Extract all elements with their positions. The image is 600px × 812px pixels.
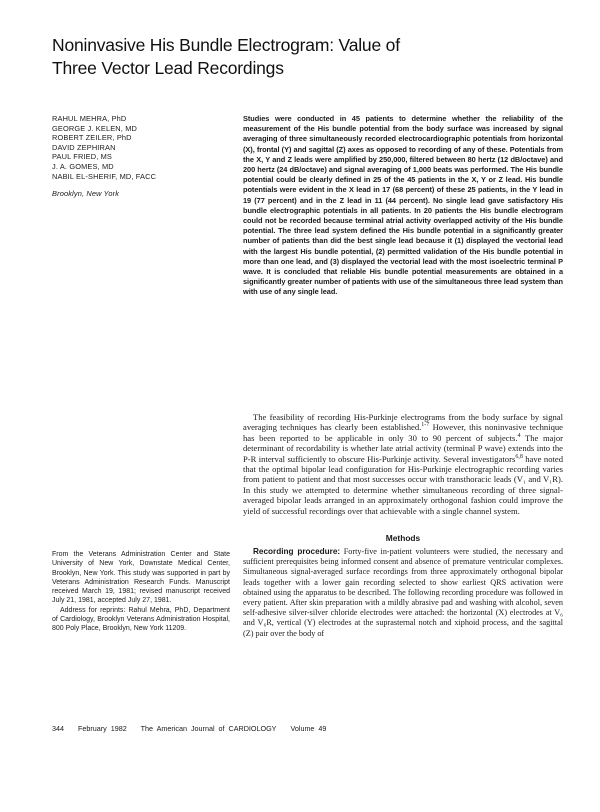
page-footer xyxy=(52,724,562,733)
author-name: DAVID ZEPHIRAN xyxy=(52,142,116,152)
methods-paragraph xyxy=(243,547,563,639)
intro-text: The major determinant of recordability is whether late atrial activity (terminal P wave) extends into the P-R interval sufficiently to obscure His-Purkinje activity. Several investigators xyxy=(243,432,563,464)
reference-marker: 1-7 xyxy=(421,422,430,429)
author-name: ROBERT ZEILER, PhD xyxy=(52,133,132,143)
intro-text: have noted that the optimal bipolar lead configuration for His-Purkinje electrographic recording varies from patient to patient and that most successes occur with transthoracic leads (V₁ and V₁R). In this study we attempted to determine whether simultaneous recording of three signal-averaged bipolar leads arranged in an approximately orthogonal fashion could improve the yield of successful recordings over that achievable with a single channel system. xyxy=(243,453,563,516)
intro-paragraph xyxy=(243,412,563,516)
methods-heading: Methods xyxy=(385,533,421,543)
footnote-address: Address for reprints: Rahul Mehra, PhD, Department of Cardiology, Brooklyn Veterans Administration Hospital, 800 Poly Place, Brooklyn, New York 11209. xyxy=(52,606,230,633)
methods-lead: Recording procedure: xyxy=(253,547,341,556)
intro-text: The feasibility of recording His-Purkinje electrograms from the body surface by signal averaging techniques has clearly been established. xyxy=(243,412,563,433)
author-name: J. A. GOMES, MD xyxy=(52,161,114,171)
author-name: RAHUL MEHRA, PhD xyxy=(52,114,127,123)
methods-text: Forty-five in-patient volunteers were studied, the necessary and sufficient prerequisites being informed consent and absence of premature ventricular complexes. Simultaneous signal-averaged surface recordings from three approximately orthogonal bipolar leads together with a lower gain recording selected to show earliest QRS activation were obtained using the apparatus to be described. The following recording procedure was followed in every patient. After skin preparation with a mildly abrasive pad and washing with alcohol, seven self-adhesive silver-silver chloride electrodes were attached: the horizontal (X) electrodes at V₆ and V₆R, vertical (Y) electrodes at the suprasternal notch and xiphoid process, and the sagittal (Z) pair over the body of xyxy=(243,547,563,638)
issue-date: February 1982 xyxy=(78,724,127,733)
footnote xyxy=(52,550,230,634)
journal-name: The American Journal of CARDIOLOGY xyxy=(140,724,277,733)
intro-text: However, this noninvasive technique has been reported to be applicable in only 30 to 90 percent of subjects. xyxy=(243,422,563,443)
title-line-1: Noninvasive His Bundle Electrogram: Value of xyxy=(52,35,400,55)
title-line-2: Three Vector Lead Recordings xyxy=(52,58,284,78)
author-location: Brooklyn, New York xyxy=(52,189,120,199)
author-name: GEORGE J. KELEN, MD xyxy=(52,123,137,133)
author-list xyxy=(52,114,232,199)
reference-marker: 4 xyxy=(517,432,521,439)
author-name: NABIL EL-SHERIF, MD, FACC xyxy=(52,171,157,181)
footnote-affiliation: From the Veterans Administration Center and State University of New York, Downstate Medical Center, Brooklyn, New York. This study was supported in part by Veterans Administration Research Funds. Manuscript received March 19, 1981; revised manuscript received July 21, 1981, accepted July 27, 1981. xyxy=(52,551,230,605)
volume: Volume 49 xyxy=(290,724,327,733)
abstract: Studies were conducted in 45 patients to determine whether the reliability of the measurement of the His bundle potential from the body surface was increased by signal averaging of three simultaneously recorded electrocardiographic potentials from horizontal (X), frontal (Y) and sagittal (Z) axes as opposed to recording of any of these. Potentials from the X, Y and Z leads were amplified by 250,000, filtered between 80 hertz (12 dB/octave) and 200 hertz (24 dB/octave) and signal averaging of 1,000 beats was performed. The His bundle potential could be clearly defined in 25 of the 45 patients in the X, Y or Z lead. His bundle potentials were evident in the X lead in 17 (68 percent) of these 25 patients, in the Y lead in 19 (77 percent) and in the Z lead in 11 (44 percent). No single lead gave satisfactory His bundle electrographic potentials in all patients. In 20 patients the His bundle electrogram could not be recorded because terminal atrial activity overlapped activity of the His bundle potential. The three lead system defined the His bundle potential in a significantly greater number of patients than did the best single lead because it (1) displayed the vectorial lead with the largest His bundle potential, (2) permitted validation of the His bundle potential in more than one lead, and (3) displayed the vectorial lead with the most isoelectric terminal P wave. It is concluded that reliable His bundle potential measurements are obtained in a significantly greater number of patients with use of the simultaneous three lead system than with use of any single lead. xyxy=(243,114,563,297)
article-title xyxy=(52,34,552,80)
page-number: 344 xyxy=(52,724,64,733)
author-name: PAUL FRIED, MS xyxy=(52,152,113,162)
reference-marker: 6,8 xyxy=(515,453,523,460)
introduction xyxy=(243,412,563,516)
methods-section xyxy=(243,547,563,639)
